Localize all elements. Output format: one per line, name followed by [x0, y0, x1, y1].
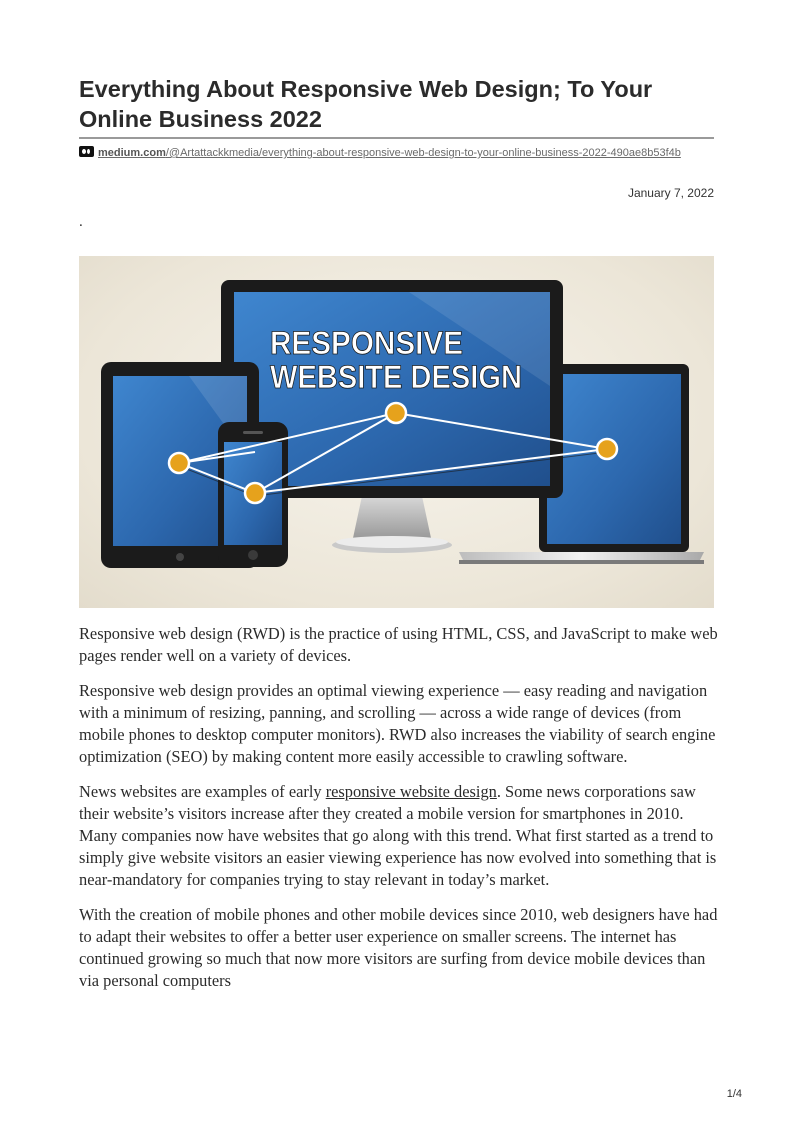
source-line: [79, 145, 714, 161]
hero-image: [79, 256, 714, 608]
hero-headline-line1: RESPONSIVE: [270, 325, 463, 361]
source-path: /@Artattackkmedia/everything-about-responsive-web-design-to-your-online-business-2022-490ae8b53f4b: [165, 147, 681, 159]
publish-date: January 7, 2022: [627, 186, 714, 200]
paragraph-3: [79, 781, 719, 891]
responsive-website-design-link[interactable]: responsive website design: [325, 782, 497, 801]
responsive-devices-illustration: [79, 256, 714, 608]
paragraph-3-text-start: News websites are examples of early: [79, 782, 326, 801]
hero-headline-line2: WEBSITE DESIGN: [270, 359, 522, 395]
page-title: Everything About Responsive Web Design; To Your Online Business 2022: [79, 76, 653, 132]
separator-dot: .: [79, 214, 83, 230]
medium-logo-icon: [79, 146, 94, 157]
paragraph-1: Responsive web design (RWD) is the practice of using HTML, CSS, and JavaScript to make web pages render well on a variety of devices.: [79, 624, 718, 665]
source-link[interactable]: [98, 147, 681, 159]
paragraph-3-text-end: . Some news corporations saw their website’s visitors increase after they created a mobile version for smartphones in 2010. Many companies now have websites that go along with this trend. What first started as a trend to simply give website visitors an easier viewing experience has now evolved into something that is near-mandatory for companies trying to stay relevant in today’s market.: [79, 782, 717, 889]
source-domain: medium.com: [98, 147, 166, 159]
monitor-stand: [332, 496, 452, 553]
paragraph-2: Responsive web design provides an optimal viewing experience — easy reading and navigation with a minimum of resizing, panning, and scrolling — across a wide range of devices (from mobile phones to desktop computer monitors). RWD also increases the viability of search engine optimization (SEO) by making content more easily accessible to crawling software.: [79, 681, 716, 766]
paragraph-4: With the creation of mobile phones and other mobile devices since 2010, web designers have had to adapt their websites to offer a better user experience on smaller screens. The internet has continued growing so much that now more visitors are surfing from device mobile devices than via personal computers: [79, 905, 718, 990]
title-divider: [79, 137, 714, 139]
page-number: 1/4: [726, 1088, 742, 1100]
article-body: [79, 623, 719, 1005]
